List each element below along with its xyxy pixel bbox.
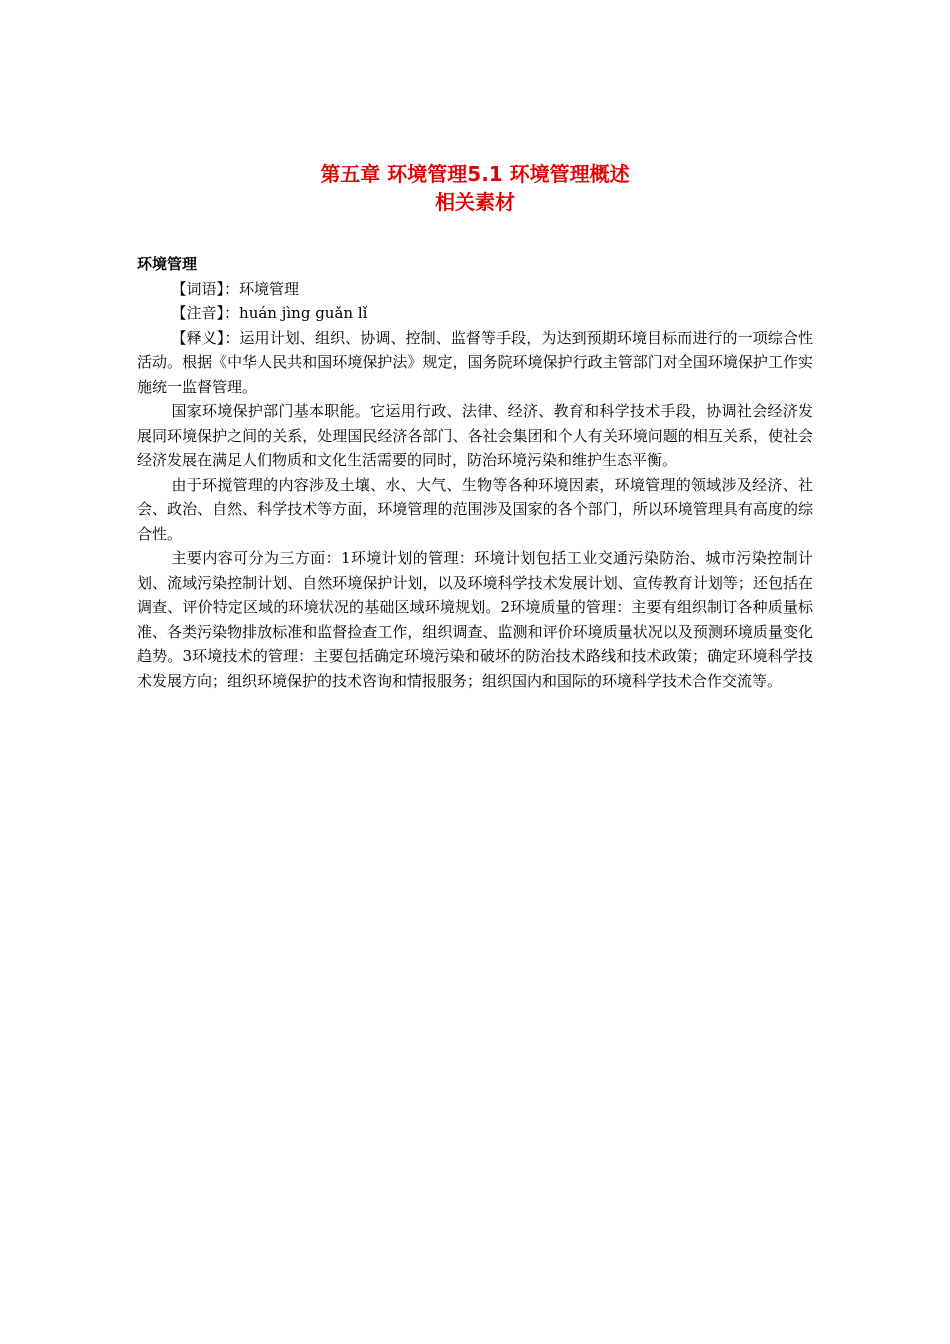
entry-text-pinyin: huán jìng guǎn lǐ <box>239 304 368 322</box>
entry-tag-definition: 【释义】 <box>171 328 225 347</box>
entry-pinyin <box>137 301 813 326</box>
entry-sep-pinyin: ： <box>224 304 240 322</box>
entry-tag-pinyin: 【注音】 <box>171 304 225 322</box>
title-line-subtitle: 相关素材 <box>435 190 515 214</box>
document-body <box>137 252 813 693</box>
paragraph-functions: 国家环境保护部门基本职能。它运用行政、法律、经济、教育和科学技术手段，协调社会经济发展同环境保护之间的关系，处理国民经济各部门、各社会集团和个人有关环境问题的相互关系，使社会经济发展在满足人们物质和文化生活需要的同时，防治环境污染和维护生态平衡。 <box>137 402 813 469</box>
entry-sep-definition: ： <box>224 328 240 347</box>
entry-text-definition: 运用计划、组织、协调、控制、监督等手段，为达到预期环境目标而进行的一项综合性活动。根据《中华人民共和国环境保护法》规定，国务院环境保护行政主管部门对全国环境保护工作实施统一监督管理。 <box>137 328 813 396</box>
document-title <box>0 160 950 216</box>
paragraph-main-content: 主要内容可分为三方面：1环境计划的管理：环境计划包括工业交通污染防治、城市污染控制计划、流域污染控制计划、自然环境保护计划，以及环境科学技术发展计划、宣传教育计划等；还包括在调查、评价特定区域的环境状况的基础区域环境规划。2环境质量的管理：主要有组织制订各种质量标准、各类污染物排放标准和监督捡查工作，组织调查、监测和评价环境质量状况以及预测环境质量变化趋势。3环境技术的管理：主要包括确定环境污染和破坏的防治技术路线和技术政策；确定环境科学技术发展方向；组织环境保护的技术咨询和情报服务；组织国内和国际的环境科学技术合作交流等。 <box>137 549 813 690</box>
paragraph-comprehensiveness: 由于环搅管理的内容涉及土壤、水、大气、生物等各种环境因素，环境管理的领域涉及经济、社会、政治、自然、科学技术等方面，环境管理的范围涉及国家的各个部门，所以环境管理具有高度的综合性。 <box>137 475 813 543</box>
entry-tag-word: 【词语】 <box>171 279 225 298</box>
entry-definition <box>137 326 813 400</box>
entry-text-word: 环境管理 <box>239 279 300 298</box>
entry-word <box>137 277 813 302</box>
title-line-chapter: 第五章 环境管理5.1 环境管理概述 <box>320 162 630 186</box>
section-heading: 环境管理 <box>137 255 198 273</box>
entry-sep-word: ： <box>224 279 240 298</box>
